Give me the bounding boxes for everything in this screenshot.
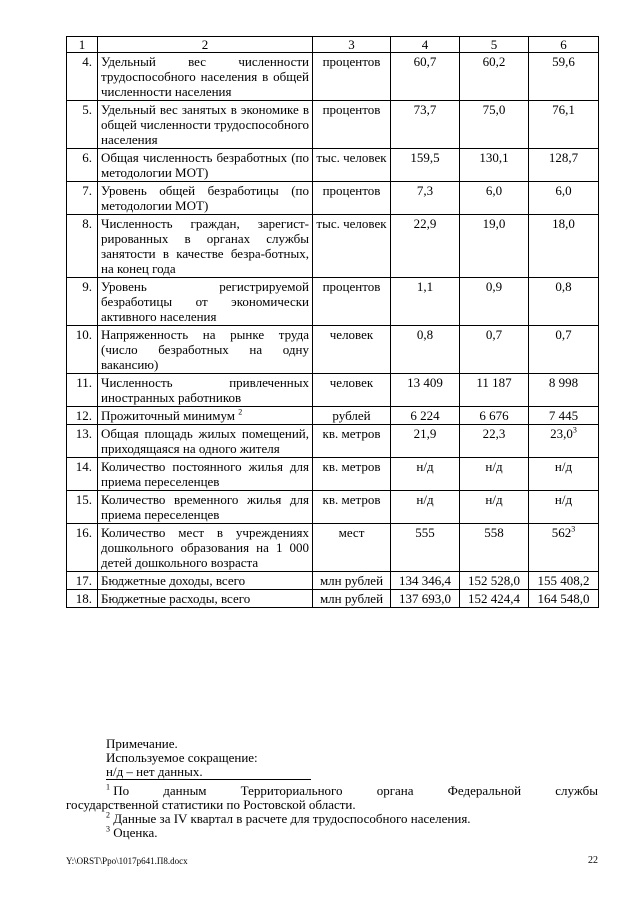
indicator-name-cell-text: Прожиточный минимум: [101, 408, 235, 423]
value-cell-col4-text: 60,7: [413, 54, 437, 69]
unit-cell-text: рублей: [332, 408, 371, 423]
unit-cell: [313, 101, 391, 149]
row-number-cell: [67, 374, 98, 407]
indicator-name-cell: [98, 215, 313, 278]
value-cell-col4-text: н/д: [416, 492, 434, 507]
footnote-3-mark: 3: [106, 824, 110, 834]
header-cell-1: 1: [67, 37, 98, 53]
indicator-name-cell: [98, 53, 313, 101]
unit-cell: [313, 182, 391, 215]
indicator-name-cell-text: Количество мест в учреждениях дошкольного образования на 1 000 детей дошкольного возраста: [101, 525, 309, 570]
indicator-name-cell: [98, 572, 313, 590]
indicator-name-cell: [98, 149, 313, 182]
row-number-cell-text: 12.: [75, 408, 92, 423]
unit-cell-text: процентов: [322, 54, 381, 69]
value-cell-col5-text: 558: [484, 525, 504, 540]
row-number-cell: [67, 407, 98, 425]
value-cell-col6: [529, 572, 599, 590]
header-cell-5: 5: [460, 37, 529, 53]
unit-cell-text: процентов: [322, 279, 381, 294]
row-number-cell-text: 18.: [75, 591, 92, 606]
table-row: [67, 572, 599, 590]
value-cell-col6: [529, 101, 599, 149]
row-number-cell: [67, 491, 98, 524]
row-number-cell: [67, 53, 98, 101]
unit-cell: [313, 524, 391, 572]
footnote-1-word-text: данным: [163, 783, 207, 798]
row-number-cell-text: 11.: [76, 375, 92, 390]
value-cell-col5-text: н/д: [485, 459, 503, 474]
indicator-name-cell: [98, 491, 313, 524]
value-cell-col4: [391, 590, 460, 608]
row-number-cell-text: 10.: [75, 327, 92, 342]
value-cell-col4: [391, 326, 460, 374]
footnote-1-word-text: органа: [376, 783, 414, 798]
indicator-name-cell-text: Общая площадь жилых помещений, приходящаяся на одного жителя: [101, 426, 309, 456]
row-number-cell-text: 9.: [82, 279, 92, 294]
footnote-1-word: [555, 784, 598, 798]
row-number-cell-text: 4.: [82, 54, 92, 69]
value-cell-col5-text: 11 187: [476, 375, 512, 390]
header-cell-4: 4: [391, 37, 460, 53]
value-cell-col6-text: 76,1: [552, 102, 575, 117]
value-cell-col4: [391, 572, 460, 590]
value-cell-col4: [391, 374, 460, 407]
unit-cell: [313, 590, 391, 608]
footnote-1-word-text: Федеральной: [447, 783, 522, 798]
value-cell-col5: [460, 425, 529, 458]
indicator-name-cell-text: Бюджетные расходы, всего: [101, 591, 251, 606]
value-cell-col4: [391, 458, 460, 491]
row-number-cell: [67, 101, 98, 149]
row-number-cell-text: 7.: [82, 183, 92, 198]
row-number-cell-text: 14.: [75, 459, 92, 474]
unit-cell: [313, 407, 391, 425]
unit-cell-text: тыс. человек: [316, 216, 387, 231]
row-number-cell-text: 16.: [75, 525, 92, 540]
indicator-name-cell-text: Бюджетные доходы, всего: [101, 573, 246, 588]
indicator-name-cell: [98, 458, 313, 491]
value-cell-col4: [391, 101, 460, 149]
indicator-name-cell: [98, 590, 313, 608]
table-row: [67, 524, 599, 572]
value-cell-col5-text: 6 676: [479, 408, 509, 423]
value-cell-col6: [529, 407, 599, 425]
footnote-1-word-text: По: [113, 783, 130, 798]
value-cell-col5-text: 0,9: [485, 279, 503, 294]
value-cell-col4-text: н/д: [416, 459, 434, 474]
unit-cell: [313, 374, 391, 407]
footer-file-path: Y:\ORST\Ppo\1017p641.П8.docx: [66, 856, 188, 866]
footnote-1-word: [377, 784, 414, 798]
footnote-1-word: [448, 784, 521, 798]
value-cell-col4: [391, 278, 460, 326]
table-row: [67, 425, 599, 458]
indicator-name-cell-text: Напряженность на рынке труда (число безработных на одну вакансию): [101, 327, 309, 372]
table-row: [67, 326, 599, 374]
value-cell-col4-text: 7,3: [416, 183, 434, 198]
value-cell-col5: [460, 278, 529, 326]
unit-cell-text: млн рублей: [319, 591, 384, 606]
value-cell-col5: [460, 572, 529, 590]
value-cell-col6: [529, 590, 599, 608]
value-cell-col5: [460, 407, 529, 425]
row-number-cell: [67, 149, 98, 182]
row-number-cell-text: 15.: [75, 492, 92, 507]
footnote-1-word-text: Территориального: [240, 783, 343, 798]
row-number-cell-text: 13.: [75, 426, 92, 441]
value-cell-col6: [529, 53, 599, 101]
row-number-cell: [67, 425, 98, 458]
footnote-separator: [106, 779, 311, 780]
row-number-cell: [67, 326, 98, 374]
row-number-cell: [67, 215, 98, 278]
value-cell-col6-text: 23,0: [550, 426, 573, 441]
table-row: [67, 53, 599, 101]
unit-cell-text: процентов: [322, 102, 381, 117]
footer-page-number: 22: [588, 855, 598, 866]
indicator-name-cell-text: Удельный вес занятых в экономике в общей численности трудоспособного населения: [101, 102, 309, 147]
indicator-name-cell-text: Численность привлеченных иностранных работников: [101, 375, 309, 405]
table-row: [67, 182, 599, 215]
unit-cell: [313, 53, 391, 101]
indicator-name-cell: [98, 182, 313, 215]
unit-cell: [313, 458, 391, 491]
footnote-2: [106, 812, 471, 826]
value-cell-col4-text: 13 409: [407, 375, 443, 390]
indicator-name-cell-text: Уровень общей безработицы (по методологии МОТ): [101, 183, 309, 213]
unit-cell-text: кв. метров: [322, 459, 381, 474]
value-cell-col5: [460, 215, 529, 278]
table-row: [67, 278, 599, 326]
value-cell-col4-text: 22,9: [413, 216, 437, 231]
unit-cell-text: процентов: [322, 183, 381, 198]
footnote-1: [66, 784, 598, 812]
value-cell-col4-text: 6 224: [410, 408, 440, 423]
indicator-name-cell: [98, 425, 313, 458]
footnote-1-word: [241, 784, 343, 798]
table-header-row: [67, 37, 599, 53]
footnote-1-word: [163, 784, 206, 798]
row-number-cell-text: 17.: [75, 573, 92, 588]
table-row: [67, 407, 599, 425]
value-cell-col4: [391, 149, 460, 182]
indicator-name-cell: [98, 326, 313, 374]
unit-cell-text: человек: [329, 327, 374, 342]
table-row: [67, 491, 599, 524]
footnote-1-second-line: государственной статистики по Ростовской области.: [66, 797, 356, 812]
value-cell-col6-text: 128,7: [548, 150, 579, 165]
table-row: [67, 374, 599, 407]
footnote-3: [106, 826, 157, 840]
unit-cell-text: млн рублей: [319, 573, 384, 588]
value-cell-col5-text: 75,0: [482, 102, 506, 117]
table-row: [67, 101, 599, 149]
value-cell-col4: [391, 182, 460, 215]
value-cell-col4-text: 134 346,4: [399, 573, 451, 588]
footnote-reference: 2: [238, 407, 243, 417]
value-cell-col6: [529, 425, 599, 458]
unit-cell: [313, 326, 391, 374]
value-cell-col6: [529, 524, 599, 572]
value-cell-col5: [460, 458, 529, 491]
value-cell-col6-text: 8 998: [548, 375, 579, 390]
value-cell-col6: [529, 215, 599, 278]
value-cell-col4: [391, 407, 460, 425]
unit-cell-text: мест: [338, 525, 365, 540]
value-cell-col4: [391, 215, 460, 278]
table-row: [67, 215, 599, 278]
value-cell-col6: [529, 374, 599, 407]
table-row: [67, 590, 599, 608]
note-abbreviation-heading: Используемое сокращение:: [106, 750, 258, 765]
value-cell-col5-text: 60,2: [482, 54, 506, 69]
footnote-reference: 3: [571, 524, 576, 534]
value-cell-col5-text: 0,7: [485, 327, 503, 342]
value-cell-col6: [529, 182, 599, 215]
indicator-name-cell-text: Общая численность безработных (по методологии МОТ): [101, 150, 309, 180]
value-cell-col6-text: 164 548,0: [537, 591, 590, 606]
row-number-cell-text: 6.: [82, 150, 92, 165]
unit-cell-text: кв. метров: [322, 426, 381, 441]
unit-cell-text: кв. метров: [322, 492, 381, 507]
statistics-table: [66, 36, 599, 608]
note-block: [106, 737, 258, 779]
footnote-2-mark: 2: [106, 810, 110, 820]
value-cell-col4-text: 0,8: [416, 327, 434, 342]
value-cell-col5-text: 152 528,0: [468, 573, 520, 588]
indicator-name-cell: [98, 407, 313, 425]
row-number-cell: [67, 458, 98, 491]
row-number-cell-text: 5.: [82, 102, 92, 117]
value-cell-col5-text: 19,0: [482, 216, 506, 231]
value-cell-col5: [460, 149, 529, 182]
unit-cell: [313, 572, 391, 590]
value-cell-col6: [529, 458, 599, 491]
footnote-1-first-line: [66, 784, 598, 798]
value-cell-col5: [460, 326, 529, 374]
value-cell-col6-text: 18,0: [552, 216, 575, 231]
unit-cell: [313, 149, 391, 182]
value-cell-col6-text: 0,7: [555, 327, 572, 342]
note-title: Примечание.: [106, 736, 178, 751]
value-cell-col4-text: 555: [415, 525, 435, 540]
unit-cell-text: тыс. человек: [316, 150, 387, 165]
indicator-name-cell: [98, 524, 313, 572]
value-cell-col5-text: 6,0: [485, 183, 503, 198]
row-number-cell: [67, 572, 98, 590]
value-cell-col5: [460, 491, 529, 524]
value-cell-col5: [460, 101, 529, 149]
value-cell-col4-text: 73,7: [413, 102, 437, 117]
value-cell-col6-text: 0,8: [555, 279, 572, 294]
value-cell-col6-text: 59,6: [552, 54, 575, 69]
value-cell-col5-text: 130,1: [479, 150, 509, 165]
value-cell-col6-text: 7 445: [548, 408, 579, 423]
indicator-name-cell: [98, 101, 313, 149]
indicator-name-cell-text: Численность граждан, зарегист-рированных в органах службы занятости в качестве безра-ботных, на конец года: [101, 216, 309, 276]
footnote-1-mark: 1: [106, 782, 110, 792]
table-row: [67, 149, 599, 182]
value-cell-col6-text: н/д: [554, 492, 573, 507]
unit-cell: [313, 491, 391, 524]
footnote-1-word: [106, 784, 129, 798]
row-number-cell-text: 8.: [82, 216, 92, 231]
footnote-1-word-text: службы: [555, 783, 598, 798]
value-cell-col6: [529, 149, 599, 182]
unit-cell: [313, 425, 391, 458]
unit-cell: [313, 215, 391, 278]
footnote-2-text: Данные за IV квартал в расчете для трудоспособного населения.: [113, 811, 471, 826]
table-body: [67, 37, 599, 608]
indicator-name-cell-text: Количество постоянного жилья для приема переселенцев: [101, 459, 309, 489]
indicator-name-cell-text: Уровень регистрируемой безработицы от экономически активного населения: [101, 279, 309, 324]
header-cell-2: 2: [98, 37, 313, 53]
row-number-cell: [67, 590, 98, 608]
indicator-name-cell: [98, 374, 313, 407]
value-cell-col4-text: 21,9: [413, 426, 437, 441]
value-cell-col5: [460, 182, 529, 215]
value-cell-col4-text: 1,1: [416, 279, 434, 294]
value-cell-col6-text: 6,0: [555, 183, 572, 198]
indicator-name-cell-text: Количество временного жилья для приема переселенцев: [101, 492, 309, 522]
value-cell-col6-text: н/д: [554, 459, 573, 474]
row-number-cell: [67, 182, 98, 215]
footnote-3-text: Оценка.: [113, 825, 158, 840]
value-cell-col4: [391, 524, 460, 572]
row-number-cell: [67, 524, 98, 572]
value-cell-col6: [529, 491, 599, 524]
value-cell-col6: [529, 326, 599, 374]
value-cell-col5: [460, 590, 529, 608]
value-cell-col4: [391, 425, 460, 458]
value-cell-col4-text: 137 693,0: [399, 591, 451, 606]
value-cell-col6: [529, 278, 599, 326]
note-abbreviation-definition: н/д – нет данных.: [106, 764, 203, 779]
value-cell-col5-text: 152 424,4: [468, 591, 520, 606]
value-cell-col5-text: н/д: [485, 492, 503, 507]
unit-cell: [313, 278, 391, 326]
table-row: [67, 458, 599, 491]
value-cell-col5: [460, 524, 529, 572]
value-cell-col4: [391, 53, 460, 101]
indicator-name-cell-text: Удельный вес численности трудоспособного населения в общей численности населения: [101, 54, 309, 99]
value-cell-col6-text: 562: [551, 525, 572, 540]
footnote-reference: 3: [572, 425, 577, 435]
header-cell-6: 6: [529, 37, 599, 53]
header-cell-3: 3: [313, 37, 391, 53]
value-cell-col4: [391, 491, 460, 524]
indicator-name-cell: [98, 278, 313, 326]
unit-cell-text: человек: [329, 375, 374, 390]
value-cell-col5-text: 22,3: [482, 426, 506, 441]
value-cell-col5: [460, 374, 529, 407]
row-number-cell: [67, 278, 98, 326]
value-cell-col5: [460, 53, 529, 101]
value-cell-col6-text: 155 408,2: [537, 573, 590, 588]
value-cell-col4-text: 159,5: [410, 150, 440, 165]
